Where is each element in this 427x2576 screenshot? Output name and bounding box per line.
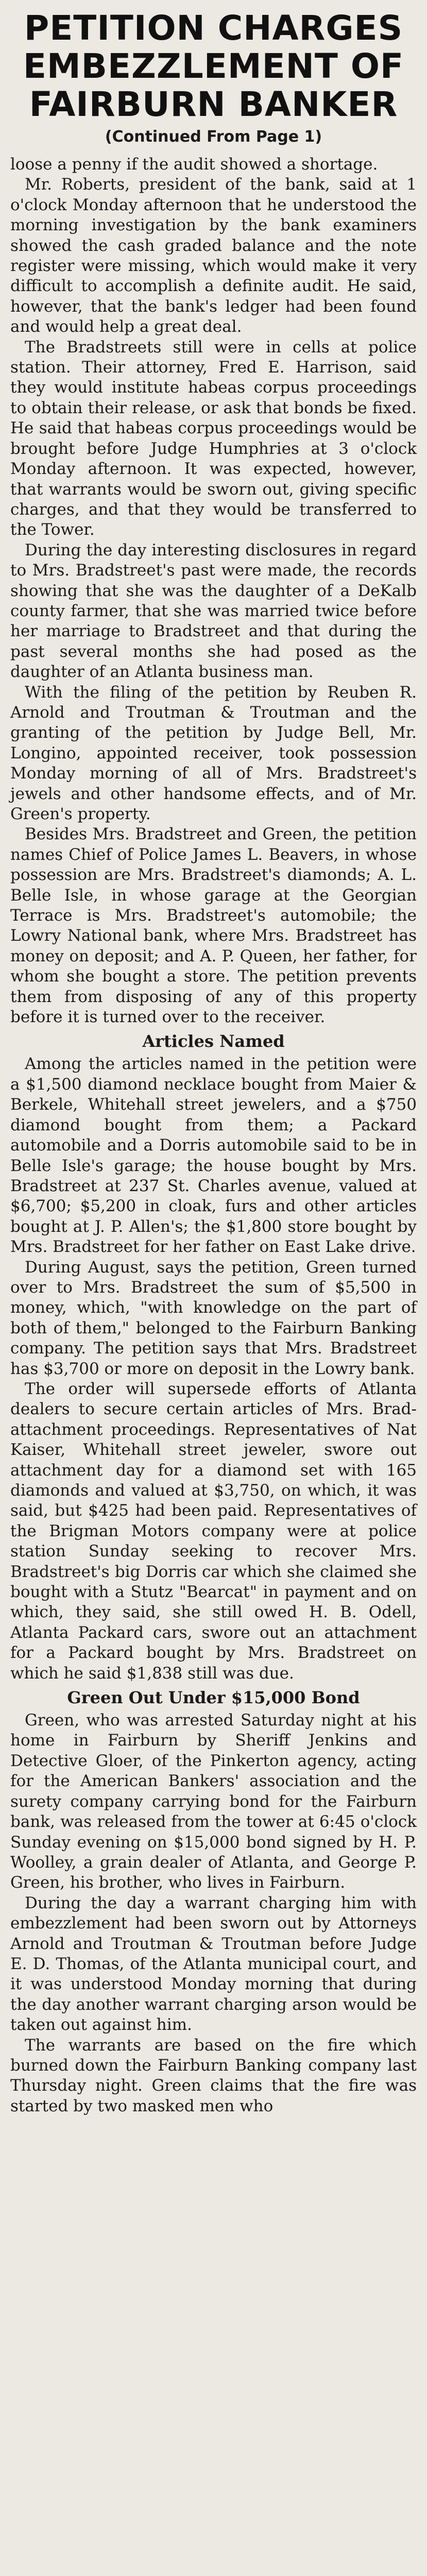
headline-line-2: EMBEZZLEMENT OF (23, 46, 404, 86)
paragraph: With the filing of the petition by Reuben R. Arnold and Troutman & Troutman and the granting of the petition by Judge Bell, Mr. Longino, appointed receiver, took possession Monday morning of all of Mrs. Bradstreet's jewels and other handsome effects, and of Mr. Green's property. (10, 683, 417, 823)
continued-notice: (Continued From Page 1) (105, 128, 322, 146)
paragraph: Besides Mrs. Bradstreet and Green, the petition names Chief of Police James L. Beavers, in whose possession are Mrs. Bradstreet's diamonds; A. L. Belle Isle, in whose garage at the Georgian Terrace is Mrs. Bradstreet's automobile; the Lowry National bank, where Mrs. Bradstreet has money on deposit; and A. P. Queen, her father, for whom she bought a store. The petition prevents them from disposing of any of this property before it is turned over to the receiver. (10, 825, 417, 1027)
paragraph: The Bradstreets still were in cells at police station. Their attorney, Fred E. Harrison, said they would institute habeas corpus proceedings to obtain their release, or ask that bonds be fixed. He said that habeas corpus proceedings would be brought before Judge Humphries at 3 o'clock Monday afternoon. It was expected, however, that warrants would be sworn out, giving specific charges, and that they would be transferred to the Tower. (10, 337, 417, 539)
paragraph: Mr. Roberts, president of the bank, said at 1 o'clock Monday afternoon that he understood the morning investigation by the bank examiners showed the cash graded balance and the note register were missing, which would make it very difficult to accomplish a definite audit. He said, however, that the bank's ledger had been found and would help a great deal. (10, 175, 417, 336)
paragraph: loose a penny if the audit showed a shortage. (10, 155, 378, 174)
paragraph: During the day a warrant charging him with embezzlement had been sworn out by Attorneys Arnold and Troutman & Troutman before Judge E. D. Thomas, of the Atlanta municipal court, and it was understood Monday morning that during the day another warrant charging arson would be taken out against him. (10, 1893, 417, 2035)
headline (10, 9, 417, 124)
subhead-articles-named: Articles Named (142, 1031, 285, 1052)
headline-line-3: FAIRBURN BANKER (29, 84, 398, 124)
paragraph: The warrants are based on the fire which burned down the Fairburn Banking company last Thursday night. Green claims that the fire was started by two masked men who (10, 2036, 417, 2115)
subhead-green-out-under-bond: Green Out Under $15,000 Bond (67, 1688, 360, 1708)
paragraph: The order will supersede efforts of Atlanta dealers to secure certain articles of Mrs. Brad- attachment proceedings. Representatives of Nat Kaiser, Whitehall street jeweler, swore out attachment day for a diamond set with 165 diamonds and valued at $3,750, on which, it was said, but $425 had been paid. Representatives of the Brigman Motors company were at police station Sunday seeking to recover Mrs. Bradstreet's big Dorris car which she claimed she bought with a Stutz "Bearcat" in payment and on which, they said, she still owed H. B. Odell, Atlanta Packard cars, swore out an attachment for a Packard bought by Mrs. Bradstreet on which he said $1,838 still was due. (10, 1379, 417, 1683)
paragraph: During August, says the petition, Green turned over to Mrs. Bradstreet the sum of $5,500 in money, which, "with knowledge on the part of both of them," belonged to the Fairburn Banking company. The petition says that Mrs. Bradstreet has $3,700 or more on deposit in the Lowry bank. (10, 1258, 417, 1378)
article-body (10, 155, 417, 2116)
paragraph: During the day interesting disclosures in regard to Mrs. Bradstreet's past were made, the records showing that she was the daughter of a DeKalb county farmer, that she was married twice before her marriage to Bradstreet and that during the past several months she had posed as the daughter of an Atlanta business man. (10, 540, 417, 682)
headline-line-1: PETITION CHARGES (24, 8, 403, 48)
paragraph: Green, who was arrested Saturday night at his home in Fairburn by Sheriff Jenkins and Detective Gloer, of the Pinkerton agency, acting for the American Bankers' association and the surety company carrying bond for the Fairburn bank, was released from the tower at 6:45 o'clock Sunday evening on $15,000 bond signed by H. P. Woolley, a grain dealer of Atlanta, and George P. Green, his brother, who lives in Fairburn. (10, 1711, 417, 1892)
paragraph: Among the articles named in the petition were a $1,500 diamond necklace bought from Maier & Berkele, Whitehall street jewelers, and a $750 diamond bought from them; a Packard automobile and a Dorris automobile said to be in Belle Isle's garage; the house bought by Mrs. Bradstreet at 237 St. Charles avenue, valued at $6,700; $5,200 in cloak, furs and other articles bought at J. P. Allen's; the $1,800 store bought by Mrs. Bradstreet for her father on East Lake drive. (10, 1055, 417, 1257)
